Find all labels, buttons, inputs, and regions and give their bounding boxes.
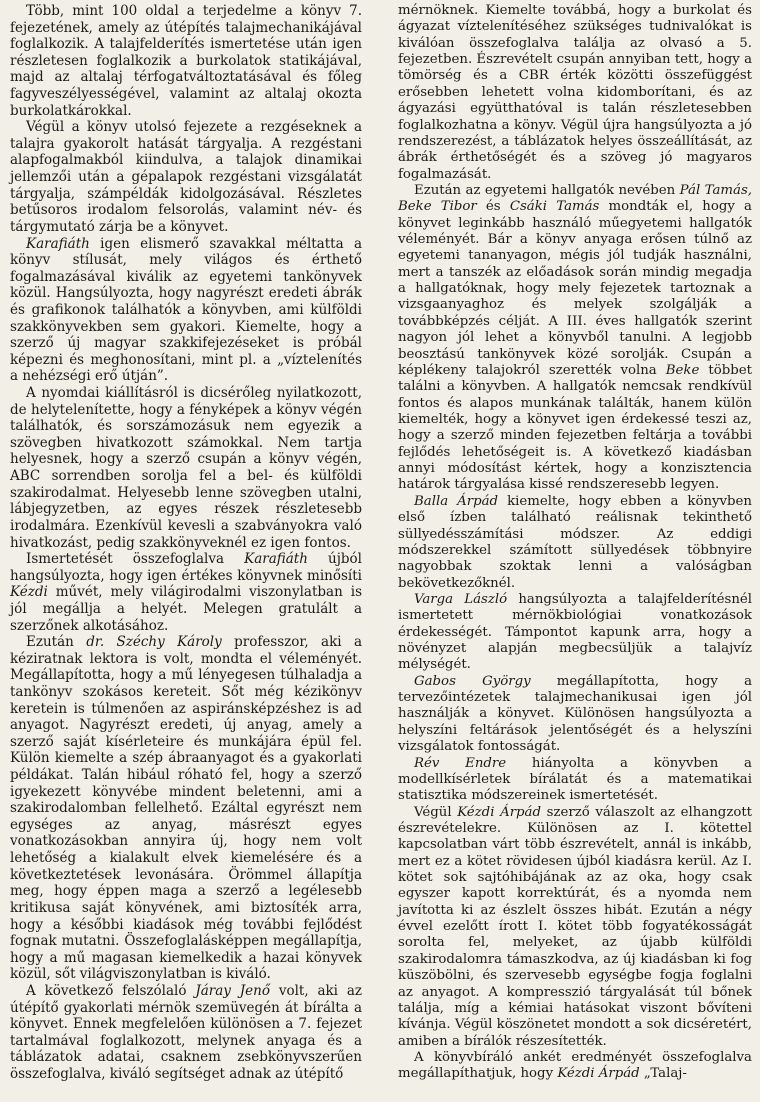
paragraph <box>398 183 752 494</box>
text-run: A nyomdai kiállításról is dicsérőleg nyilatkozott, de helytelenítette, hogy a fényképek a könyv végén találhatók, és sorszámozásuk nem egyezik a szövegben hivatkozott számokkal. Nem tartja helyesnek, hogy a szerző csupán a könyv végén, ABC sorrendben sorolja fel a bel- és külföldi szakirodalmat. Helyesebb lenne szövegben utalni, lábjegyzetben, az egyes részek részletesebb irodalmára. Ezenkívül kevesli a szabványokra való hivatkozást, pedig szakkönyveknél ez igen fontos. <box>10 385 362 551</box>
text-run: többet találni a könyvben. A hallgatók nemcsak rendkívül fontos és alapos munkának találták, hanem külön kiemelték, hogy a könyvet igen érdekessé teszi az, hogy a szerző minden fejezetben feltárja a további fejlődés lehetőségeit is. A következő kiadásban annyi módosítást kértek, hogy a konzisztencia határok tárgyalása kissé rendszeresebb legyen. <box>398 362 752 493</box>
italic-name: Kézdi Árpád <box>557 1066 640 1082</box>
italic-name: Balla Árpád <box>414 493 499 509</box>
paragraph <box>398 3 752 183</box>
paragraph <box>398 674 752 756</box>
italic-name: Pál Tamás, Beke Tibor <box>398 182 752 215</box>
paragraph <box>10 551 362 634</box>
text-run: professzor, aki a kéziratnak lektora is volt, mondta el véleményét. Megállapította, hogy a mű lényegesen túlhaladja a tankönyv szokásos kereteit. Sőt még kézikönyv keretein is túlmenően az aspiránsképzéshez is ad anyagot. Nagyrészt eredeti, új anyag, amely a szerző saját kísérleteire és munkájára épül fel. Külön kiemelte a szép ábraanyagot és a gyakorlati példákat. Talán hibául róható fel, hogy a szerző igyekezett könyvébe mindent beletenni, ami a szakirodalomban fellelhető. Ezáltal egyrészt nem egységes az anyag, másrészt egyes vonatkozásokban annyira új, hogy nem volt lehetőség a kialakult elvek kiemelésére és a következtetések levonására. Örömmel állapítja meg, hogy éppen maga a szerző a legélesebb kritikusa saját könyvének, ami biztosíték arra, hogy a későbbi kiadások még további fejlődést fognak mutatni. Összefoglalásképpen megállapítja, hogy a mű magasan kiemelkedik a hazai könyvek közül, sőt világviszonylatban is kiváló. <box>10 634 362 983</box>
text-run: szerző válaszolt az elhangzott észrevételekre. Különösen az I. kötettel kapcsolatban várt több észrevételt, annál is inkább, mert ez a kötet rövidesen újból kiadásra kerül. Az I. kötet sok sajtóhibájának az az oka, hogy csak egyszer kapott korrektúrát, és a nyomda nem javította ki az észlelt összes hibát. Ezután a négy évvel ezelőtt írott I. kötet több fogyatékosságát sorolta fel, melyeket, az újabb külföldi szakirodalomra támaszkodva, az új kiadásban ki fog küszöbölni, és szervesebb egységbe fogja foglalni az anyagot. A kompresszió tárgyalását túl bőnek találja, míg a kémiai hatásokat viszont bővíteni kívánja. Végül köszönetet mondott a sok dicséretért, amiben a bírálók részesítették. <box>398 804 753 1049</box>
text-run: „Talaj- <box>639 1066 687 1082</box>
paragraph <box>398 1050 752 1083</box>
italic-name: Karafiáth <box>26 235 90 252</box>
italic-name: Kézdi Árpád <box>457 804 542 820</box>
text-run: Ismertetését összefoglalva <box>26 551 245 568</box>
italic-name: Csáki Tamás <box>509 199 600 215</box>
text-run: A könyvbíráló ankét eredményét összefoglalva megállapíthatjuk, hogy <box>398 1050 752 1082</box>
paragraph <box>398 592 752 674</box>
paragraph <box>398 756 752 805</box>
italic-name: Járay Jenő <box>195 982 270 999</box>
text-run: és <box>476 199 510 215</box>
text-run: megállapította, hogy a tervezőintézetek talajmechanikusai igen jól használják a könyvet. Különösen hangsúlyozta a helyszíni feltárások jelentőségét és a helyszíni vizsgálatok fontosságát. <box>398 673 752 755</box>
text-run: volt, aki az útépítő gyakorlati mérnök szemüvegén át bírálta a könyvet. Ennek megfelelően különösen a 7. fejezet tartalmával foglalkozott, melynek anyaga és a táblázatok adatai, csaknem zsebkönyvszerűen összefoglalva, kiváló segítséget adnak az útépítő <box>10 982 363 1082</box>
italic-name: Karafiáth <box>244 551 308 568</box>
italic-name: Beke <box>665 362 700 378</box>
paragraph <box>10 236 362 385</box>
text-run: mérnöknek. Kiemelte továbbá, hogy a burkolat és ágyazat víztelenítéséhez szükséges tudnivalókat is kiválóan összefoglalva találja az olvasó a 5. fejezetben. Észrevételt csupán annyiban tett, hogy a tömörség és a CBR érték közötti összefüggést erősebben lehetett volna kidomborítani, és az ágyazási együtthatóval is talán részletesebben foglalkozhatna a könyv. Végül újra hangsúlyozta a jó rendszerezést, a táblázatok helyes összeállítását, az ábrák érthetőségét és a szöveg jó magyaros fogalmazását. <box>398 3 752 182</box>
text-run: mondták el, hogy a könyvet leginkább használó műegyetemi hallgatók véleményét. Bár a könyv anyaga erősen túlnő az egyetemi tananyagon, mégis jól tudják használni, mert a tanszék az előadások során mindig megadja a hallgatóknak, hogy mely fejezetek tartoznak a vizsgaanyaghoz és melyek szolgálják a továbbképzés célját. A III. éves hallgatók szerint nagyon jól lehet a könyvből tanulni. A legjobb beosztású tankönyvek közé sorolják. Csupán a képlékeny talajokról szerették volna <box>398 199 752 378</box>
text-run: Több, mint 100 oldal a terjedelme a könyv 7. fejezetének, amely az útépítés talajmechanikájával foglalkozik. A talajfelderítés ismertetése után igen részletesen foglalkozik a burkolatok statikájával, majd az altalaj térfogatváltoztatásával és főleg fagyveszélyességével, valamint az altalaj okozta burkolatkárokkal. <box>10 3 362 119</box>
paragraph <box>10 983 362 1083</box>
paragraph <box>10 119 362 235</box>
left-text-column <box>10 3 362 1083</box>
text-run: kiemelte, hogy ebben a könyvben első ízben található reálisnak tekinthető süllyedésszámítási módszer. Az eddigi módszerekkel számított süllyedések többnyire nagyobbak szoktak lenni a valóságban bekövetkezőknél. <box>398 493 752 591</box>
paragraph <box>10 634 362 983</box>
paragraph <box>10 385 362 551</box>
italic-name: Kézdi <box>10 584 48 601</box>
right-text-column <box>398 3 752 1083</box>
text-run: hangsúlyozta a talajfelderítésnél ismertetett mérnökbiológiai vonatkozások érdekességét. Támpontot kapunk arra, hogy a növényzet alapján megbecsüljük a talajvíz mélységét. <box>398 591 752 673</box>
text-run: művét, mely világirodalmi viszonylatban is jól megállja a helyét. Melegen gratulált a szerzőnek alkotásához. <box>10 584 362 634</box>
italic-name: Rév Endre <box>414 755 507 771</box>
paragraph <box>398 805 752 1050</box>
text-run: Végül a könyv utolsó fejezete a rezgéseknek a talajra gyakorolt hatását tárgyalja. A rezgéstani alapfogalmakból kiindulva, a talajok dinamikai jellemzői után a gépalapok rezgéstani vizsgálatát tárgyalja, számpéldák kidolgozásával. Részletes betűsoros irodalom felsorolás, valamint név- és tárgymutató zárja be a könyvet. <box>10 119 362 235</box>
text-run: hiányolta a könyvben a modellkísérletek bírálatát és a matematikai statisztika módszereinek ismertetését. <box>398 755 752 804</box>
italic-name: dr. Széchy Károly <box>86 634 222 651</box>
text-run: Végül <box>414 804 458 820</box>
text-run: Ezután az egyetemi hallgatók nevében <box>414 182 680 198</box>
italic-name: Varga László <box>414 591 508 607</box>
text-run: A következő felszólaló <box>26 982 196 999</box>
paragraph <box>398 494 752 592</box>
text-run: igen elismerő szavakkal méltatta a könyv stílusát, mely világos és érthető fogalmazásával kiválik az egyetemi tankönyvek közül. Hangsúlyozta, hogy nagyrészt eredeti ábrák és grafikonok találhatók a könyvben, ami külföldi szakkönyvekben sem gyakori. Kiemelte, hogy a szerző új magyar szakkifejezéseket is próbál képezni és meghonosítani, mint pl. a „víztelenítés a nehézségi erő útján”. <box>10 235 362 385</box>
text-run: újból hangsúlyozta, hogy igen értékes könyvnek minősíti <box>10 551 362 584</box>
text-run: Ezután <box>26 634 87 651</box>
paragraph <box>10 3 362 119</box>
italic-name: Gabos György <box>414 673 531 689</box>
